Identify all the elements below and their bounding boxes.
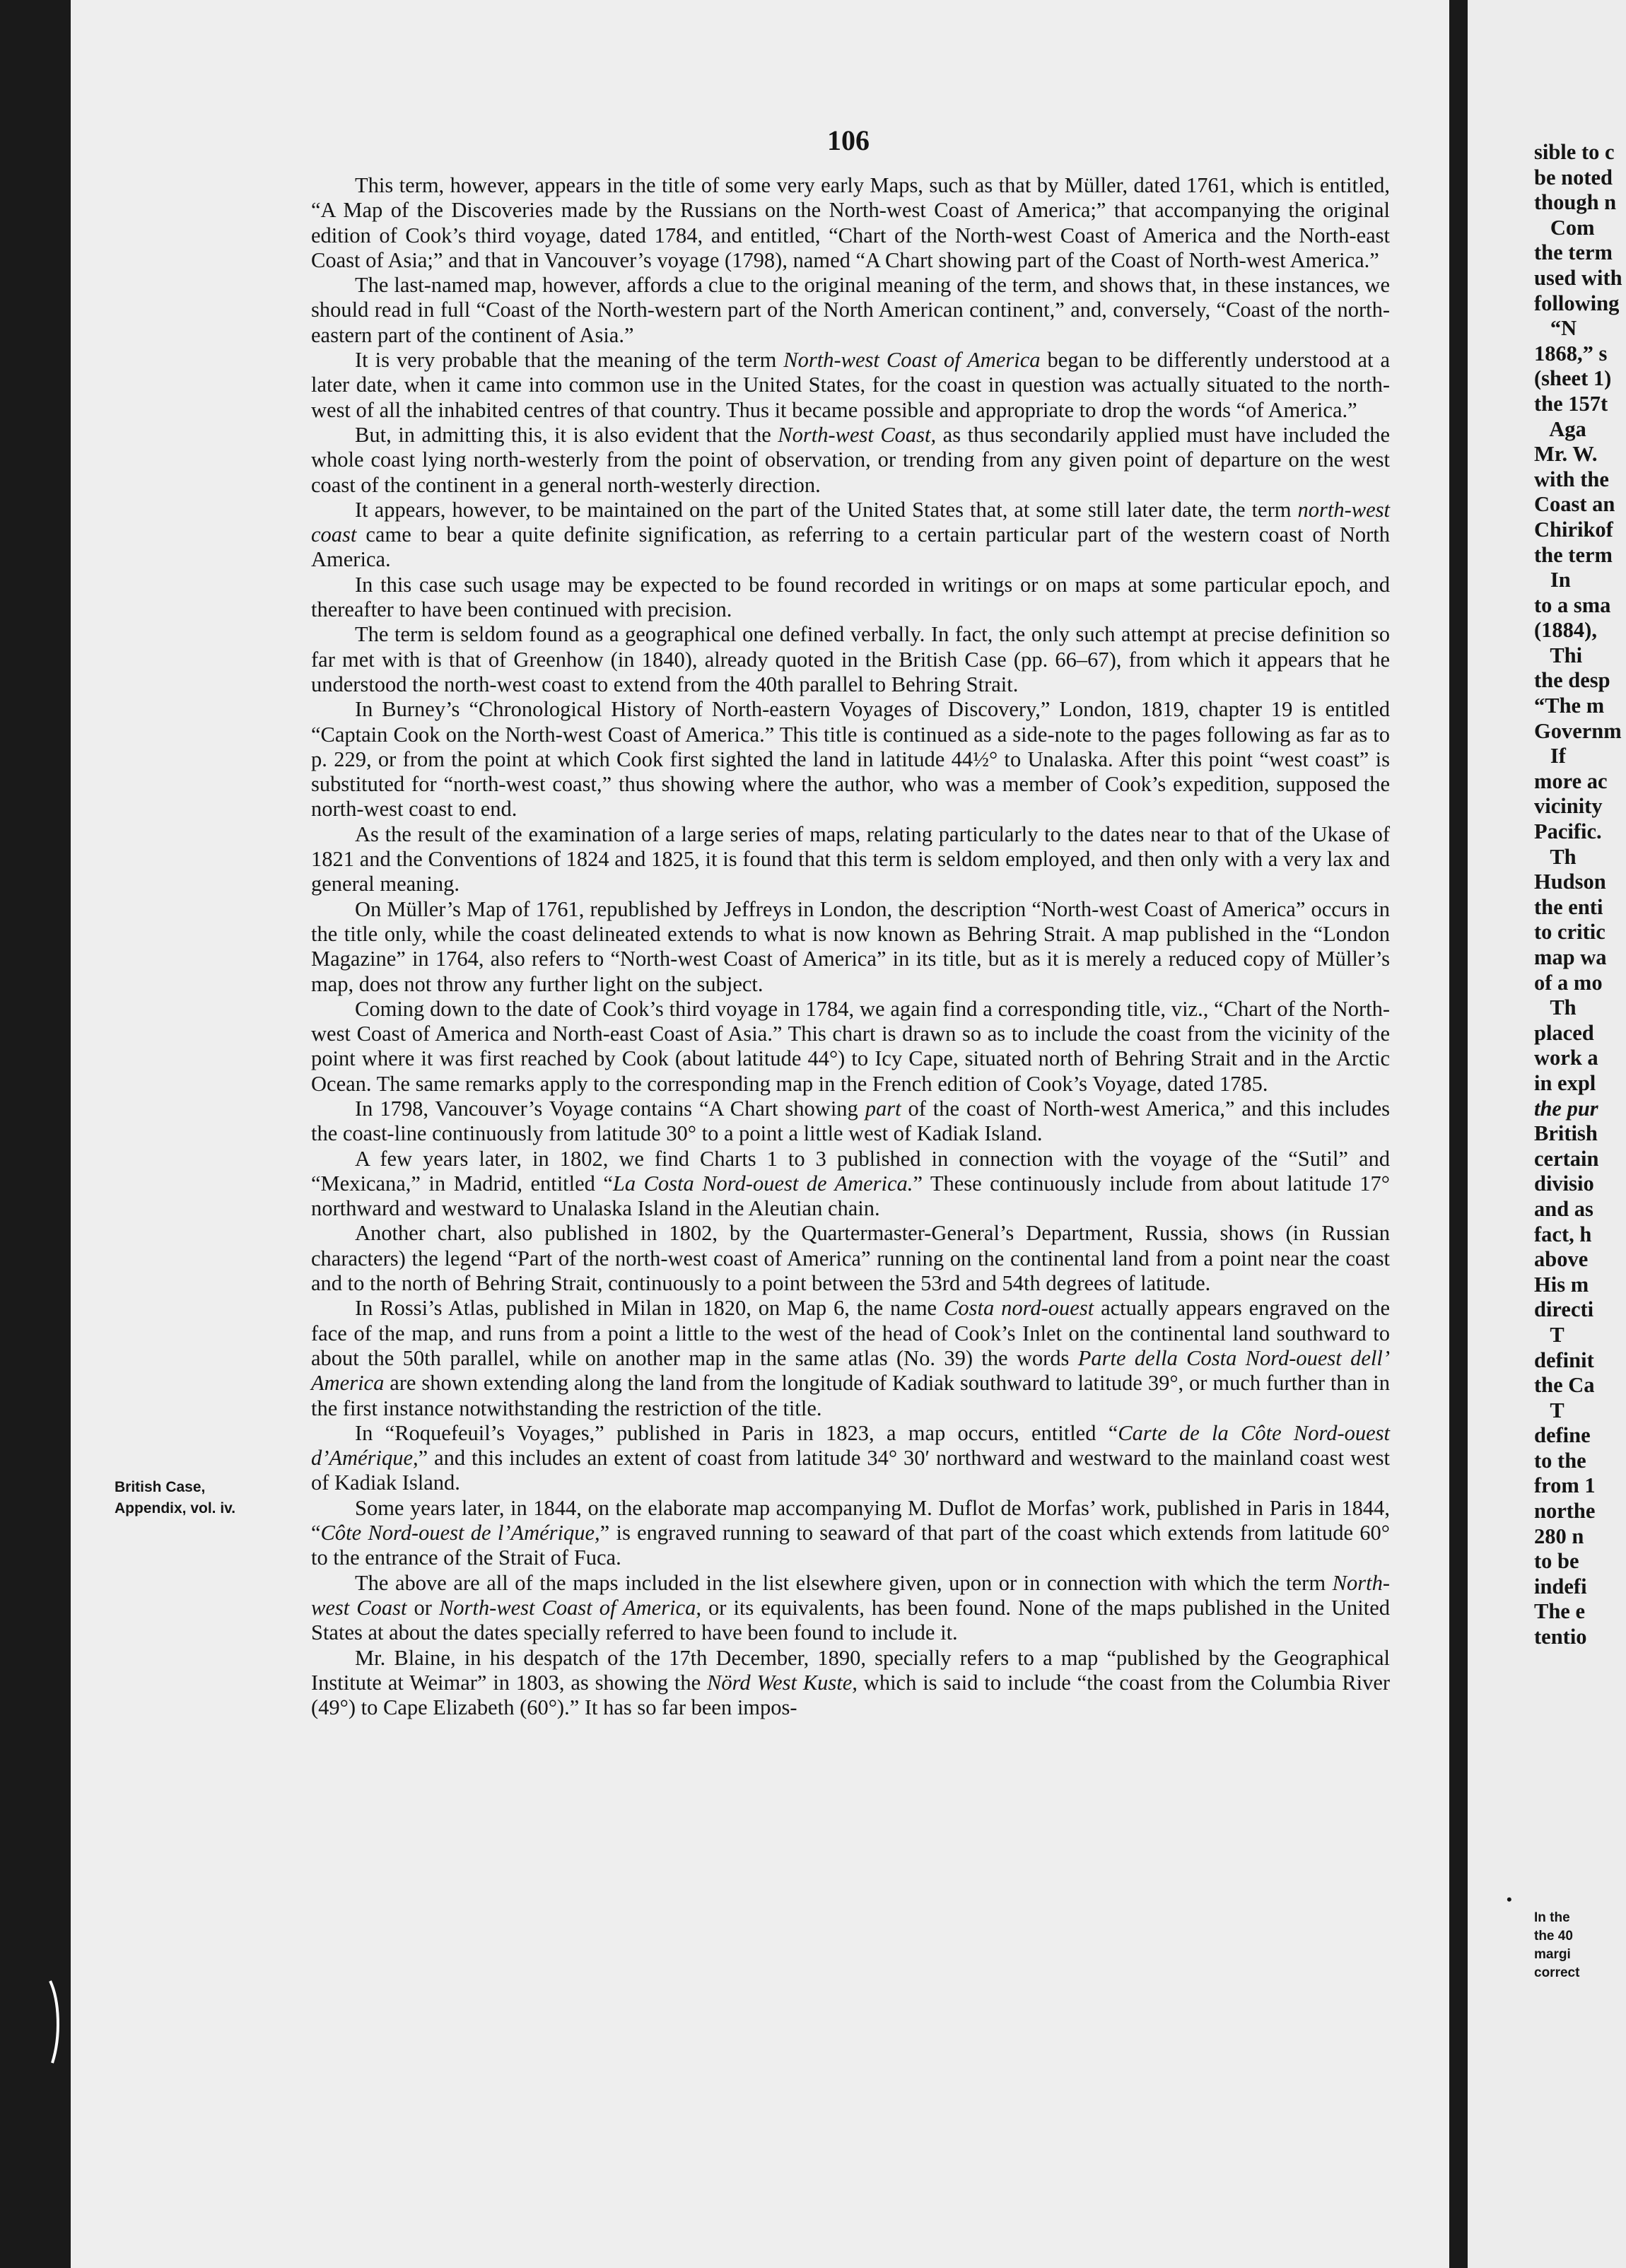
text-run: Mr. Blaine, in his despatch of the 17th December, 1890, specially refers to a map “published by the Geographical Institute at Weimar” in 1803, as showing the: [311, 1645, 1390, 1695]
text-run: On Müller’s Map of 1761, republished by Jeffreys in London, the description “North-west Coast of America” occurs in the title only, while the coast delineated extends to what is now known as Behring Strait. A map published in the “London Magazine” in 1764, also refers to “North-west Coast of America” in its title, but as it is merely a reduced copy of Müller’s map, does not throw any further light on the subject.: [311, 896, 1390, 996]
right-page-line: British: [1534, 1121, 1598, 1146]
right-page-line: Chirikof: [1534, 517, 1613, 542]
italic-text: North-west Coast of America: [783, 348, 1041, 373]
paragraph: [311, 573, 1390, 623]
margin-note: [115, 1477, 312, 1519]
right-page-line: the term: [1534, 240, 1613, 265]
text-run: In Rossi’s Atlas, published in Milan in 1820, on Map 6, the name: [355, 1296, 944, 1321]
right-page-line: In: [1534, 568, 1571, 592]
right-page-line: following: [1534, 291, 1620, 315]
italic-text: North-west Coast,: [778, 422, 937, 447]
paragraph: [311, 498, 1390, 573]
text-run: Coming down to the date of Cook’s third voyage in 1784, we again find a corresponding title, viz., “Chart of the North-west Coast of America and North-east Coast of Asia.” This chart is drawn so as to include the coast from the vicinity of the point where it was first reached by Cook (about latitude 44°) to Icy Cape, situated north of Behring Strait and in the Arctic Ocean. The same remarks apply to the corresponding map in the French edition of Cook’s Voyage, dated 1785.: [311, 996, 1390, 1096]
right-page-line: His m: [1534, 1272, 1589, 1297]
right-page-line: of a mo: [1534, 970, 1603, 995]
paragraph: [311, 273, 1390, 348]
text-run: In 1798, Vancouver’s Voyage contains “A Chart showing: [355, 1096, 865, 1121]
right-page-line: “The m: [1534, 694, 1605, 718]
right-page-line: tentio: [1534, 1625, 1587, 1649]
right-page-line: to critic: [1534, 920, 1605, 945]
italic-text: Parte della Costa Nord-ouest dell’ America: [311, 1345, 1390, 1396]
text-run: This term, however, appears in the title of some very early Maps, such as that by Müller, dated 1761, which is entitled, “A Map of the Discoveries made by the Russians on the North-west Coast of America;” that accompanying the original edition of Cook’s third voyage, dated 1784, and entitled, “Chart of the North-west Coast of America and the North-east Coast of Asia;” and that in Vancouver’s voyage (1798), named “A Chart showing part of the Coast of North-west America.”: [311, 173, 1390, 272]
text-run: of the coast of North-west America,” and this includes the coast-line continuously from latitude 30° to a point a little west of Kadiak Island.: [311, 1096, 1390, 1146]
paragraph: [311, 423, 1390, 498]
text-run: In Burney’s “Chronological History of North-eastern Voyages of Discovery,” London, 1819, chapter 19 is entitled “Captain Cook on the North-west Coast of America.” This title is continued as a side-note to the pages following as far as to p. 229, or from the point at which Cook first sighted the land in latitude 44½° to Unalaska. After this point “west coast” is substituted for “north-west coast,” thus showing where the author, who was a member of Cook’s expedition, supposed the north-west coast to end.: [311, 697, 1390, 822]
footnote-line: correct: [1534, 1965, 1580, 1980]
right-page-line: T: [1534, 1398, 1564, 1422]
right-page-line: Hudson: [1534, 870, 1606, 894]
paragraph: [311, 697, 1390, 822]
right-page-line: the desp: [1534, 668, 1610, 693]
scan-bracket-mark: [48, 1980, 64, 2064]
text-run: A few years later, in 1802, we find Charts 1 to 3 published in connection with the voyage of the “Sutil” and “Mexicana,” in Madrid, entitled “: [311, 1146, 1390, 1196]
text-run: ” These continuously include from about latitude 17° northward and westward to Unalaska Island in the Aleutian chain.: [311, 1171, 1390, 1221]
right-page-line: used with: [1534, 265, 1622, 290]
text-run: In “Roquefeuil’s Voyages,” published in Paris in 1823, a map occurs, entitled “: [355, 1420, 1118, 1445]
right-page-line: Coast an: [1534, 492, 1615, 517]
right-page-line: divisio: [1534, 1171, 1594, 1196]
text-run: came to bear a quite definite signification, as referring to a certain particular part of the western coast of North America.: [311, 522, 1390, 572]
italic-text: Côte Nord-ouest de l’Amérique,: [320, 1521, 600, 1545]
paragraph: [311, 173, 1390, 273]
right-page-line: T: [1534, 1322, 1564, 1347]
text-run: actually appears engraved on the face of the map, and runs from a point a little to the west of the head of Cook’s Inlet on the continental land southward to about the 50th parallel, while on another map in the same atlas (No. 39) the words: [311, 1296, 1390, 1370]
right-page-line: define: [1534, 1423, 1591, 1448]
right-page-line: the Ca: [1534, 1373, 1595, 1398]
right-page-line: (1884),: [1534, 618, 1597, 643]
italic-text: north-west coast: [311, 497, 1390, 547]
right-page-line: the term: [1534, 542, 1613, 567]
paragraph: [311, 822, 1390, 897]
text-run: as thus secondarily applied must have included the whole coast lying north-westerly from the point of observation, or trending from any given point of departure on the west coast of the continent in a general north-westerly direction.: [311, 422, 1390, 497]
right-page-line: (sheet 1): [1534, 366, 1612, 391]
right-page-line: with the: [1534, 467, 1609, 491]
right-page-line: work a: [1534, 1046, 1598, 1070]
right-page-line: certain: [1534, 1146, 1599, 1171]
right-page-line: and as: [1534, 1196, 1593, 1221]
right-page-line: vicinity: [1534, 794, 1603, 819]
right-page-line: Th: [1534, 844, 1577, 869]
right-page-line: 280 n: [1534, 1524, 1584, 1548]
italic-text: part: [865, 1096, 901, 1121]
right-page-line: definit: [1534, 1348, 1594, 1372]
right-page-line: to the: [1534, 1448, 1586, 1473]
footnote-bullet: •: [1507, 1890, 1512, 1908]
paragraph: [311, 997, 1390, 1097]
right-page-line: though n: [1534, 190, 1617, 215]
italic-text: La Costa Nord-ouest de America.: [612, 1171, 913, 1196]
right-page-fragment: [1468, 0, 1626, 2268]
italic-text: North-west Coast of America,: [438, 1595, 701, 1620]
italic-text: Costa nord-ouest: [944, 1296, 1094, 1321]
paragraph: [311, 1147, 1390, 1222]
right-page-footnote: [1534, 1909, 1626, 1982]
right-page-line: to a sma: [1534, 592, 1611, 617]
right-page-line: fact, h: [1534, 1222, 1592, 1246]
text-run: The last-named map, however, affords a clue to the original meaning of the term, and shows that, in these instances, we should read in full “Coast of the North-western part of the North American continent,” and, conversely, “Coast of the north-eastern part of the continent of Asia.”: [311, 273, 1390, 347]
text-run: The term is seldom found as a geographical one defined verbally. In fact, the only such attempt at precise definition so far met with is that of Greenhow (in 1840), already quoted in the British Case (pp. 66–67), from which it appears that he understood the north-west coast to extend from the 40th parallel to Behring Strait.: [311, 622, 1390, 696]
right-page-line: Governm: [1534, 718, 1622, 743]
right-page-line: the pur: [1534, 1096, 1598, 1121]
right-page-line: The e: [1534, 1599, 1586, 1624]
text-run: As the result of the examination of a large series of maps, relating particularly to the dates near to that of the Ukase of 1821 and the Conventions of 1824 and 1825, it is found that this term is seldom employed, and then only with a very lax and general meaning.: [311, 822, 1390, 896]
italic-text: Nörd West Kuste,: [707, 1670, 858, 1695]
right-page-line: northe: [1534, 1499, 1596, 1524]
right-page-line: map wa: [1534, 945, 1607, 969]
paragraph: [311, 1421, 1390, 1496]
paragraph: [311, 1097, 1390, 1147]
right-page-line: “N: [1534, 316, 1577, 341]
paragraph: [311, 348, 1390, 423]
right-page-line: Com: [1534, 215, 1595, 240]
paragraph: [311, 1296, 1390, 1420]
text-run: which is said to include “the coast from the Columbia River (49°) to Cape Elizabeth (60°).” It has so far been impos-: [311, 1670, 1391, 1720]
right-page-line: Aga: [1534, 416, 1586, 441]
footnote-line: In the: [1534, 1910, 1570, 1925]
right-page-line: 1868,” s: [1534, 341, 1608, 366]
right-page-line: If: [1534, 744, 1566, 768]
right-page-line: sible to c: [1534, 140, 1615, 164]
paragraph: [311, 1221, 1390, 1296]
paragraph: [311, 1496, 1390, 1571]
right-page-line: Th: [1534, 995, 1577, 1020]
right-page-line: be noted: [1534, 165, 1613, 189]
footnote-line: margi: [1534, 1947, 1571, 1962]
text-run: But, in admitting this, it is also evident that the: [355, 422, 778, 447]
text-run: Some years later, in 1844, on the elaborate map accompanying M. Duflot de Morfas’ work, published in Paris in 1844, “: [311, 1495, 1390, 1545]
text-run: began to be differently understood at a later date, when it came into common use in the United States, for the coast in question was actually situated to the north-west of all the inhabited centres of that country. Thus it became possible and appropriate to drop the words “of America.”: [311, 348, 1390, 422]
main-text-body: [311, 173, 1390, 1720]
paragraph: [311, 1571, 1390, 1646]
right-page-line: the enti: [1534, 894, 1603, 919]
right-page-text: [1534, 140, 1626, 1650]
right-page-line: more ac: [1534, 768, 1608, 793]
right-page-line: to be: [1534, 1549, 1579, 1574]
right-page-line: in expl: [1534, 1070, 1596, 1095]
paragraph: [311, 897, 1390, 997]
text-run: ” and this includes an extent of coast from latitude 34° 30′ northward and westward to the mainland coast west of Kadiak Island.: [311, 1446, 1390, 1495]
text-run: The above are all of the maps included in the list elsewhere given, upon or in connection with which the term: [355, 1570, 1333, 1595]
italic-text: Carte de la Côte Nord-ouest d’Amérique,: [311, 1420, 1391, 1471]
right-page-line: indefi: [1534, 1574, 1587, 1598]
right-page-line: Mr. W.: [1534, 442, 1598, 467]
paragraph: [311, 622, 1390, 697]
italic-text: North-west Coast: [311, 1570, 1390, 1620]
page-number: 106: [827, 124, 870, 156]
right-page-line: from 1: [1534, 1473, 1596, 1498]
text-run: are shown extending along the land from the longitude of Kadiak southward to latitude 39°, or much further than in the first instance notwithstanding the restriction of the title.: [311, 1371, 1390, 1420]
paragraph: [311, 1646, 1390, 1721]
margin-note-line: British Case,: [115, 1479, 206, 1495]
right-page-line: directi: [1534, 1297, 1594, 1322]
text-run: In this case such usage may be expected to be found recorded in writings or on maps at some particular epoch, and thereafter to have been continued with precision.: [311, 572, 1390, 622]
right-page-line: the 157t: [1534, 391, 1608, 416]
text-run: Another chart, also published in 1802, by the Quartermaster-General’s Department, Russia, shows (in Russian characters) the legend “Part of the north-west coast of America” running on the continental land from a point near the coast and to the north of Behring Strait, continuously to a point between the 53rd and 54th degrees of latitude.: [311, 1221, 1390, 1296]
footnote-line: the 40: [1534, 1929, 1573, 1943]
right-page-line: Thi: [1534, 643, 1583, 667]
right-page-line: above: [1534, 1247, 1589, 1272]
text-run: or: [406, 1595, 439, 1620]
right-page-line: Pacific.: [1534, 819, 1602, 844]
text-run: ” is engraved running to seaward of that part of the coast which extends from latitude 60° to the entrance of the Strait of Fuca.: [311, 1521, 1391, 1570]
text-run: or its equivalents, has been found. None of the maps published in the United States at about the dates specially referred to have been found to include it.: [311, 1595, 1390, 1645]
text-run: It appears, however, to be maintained on the part of the United States that, at some still later date, the term: [355, 497, 1298, 522]
margin-note-line: Appendix, vol. iv.: [115, 1500, 236, 1516]
right-page-line: placed: [1534, 1020, 1594, 1045]
text-run: It is very probable that the meaning of the term: [355, 348, 784, 373]
